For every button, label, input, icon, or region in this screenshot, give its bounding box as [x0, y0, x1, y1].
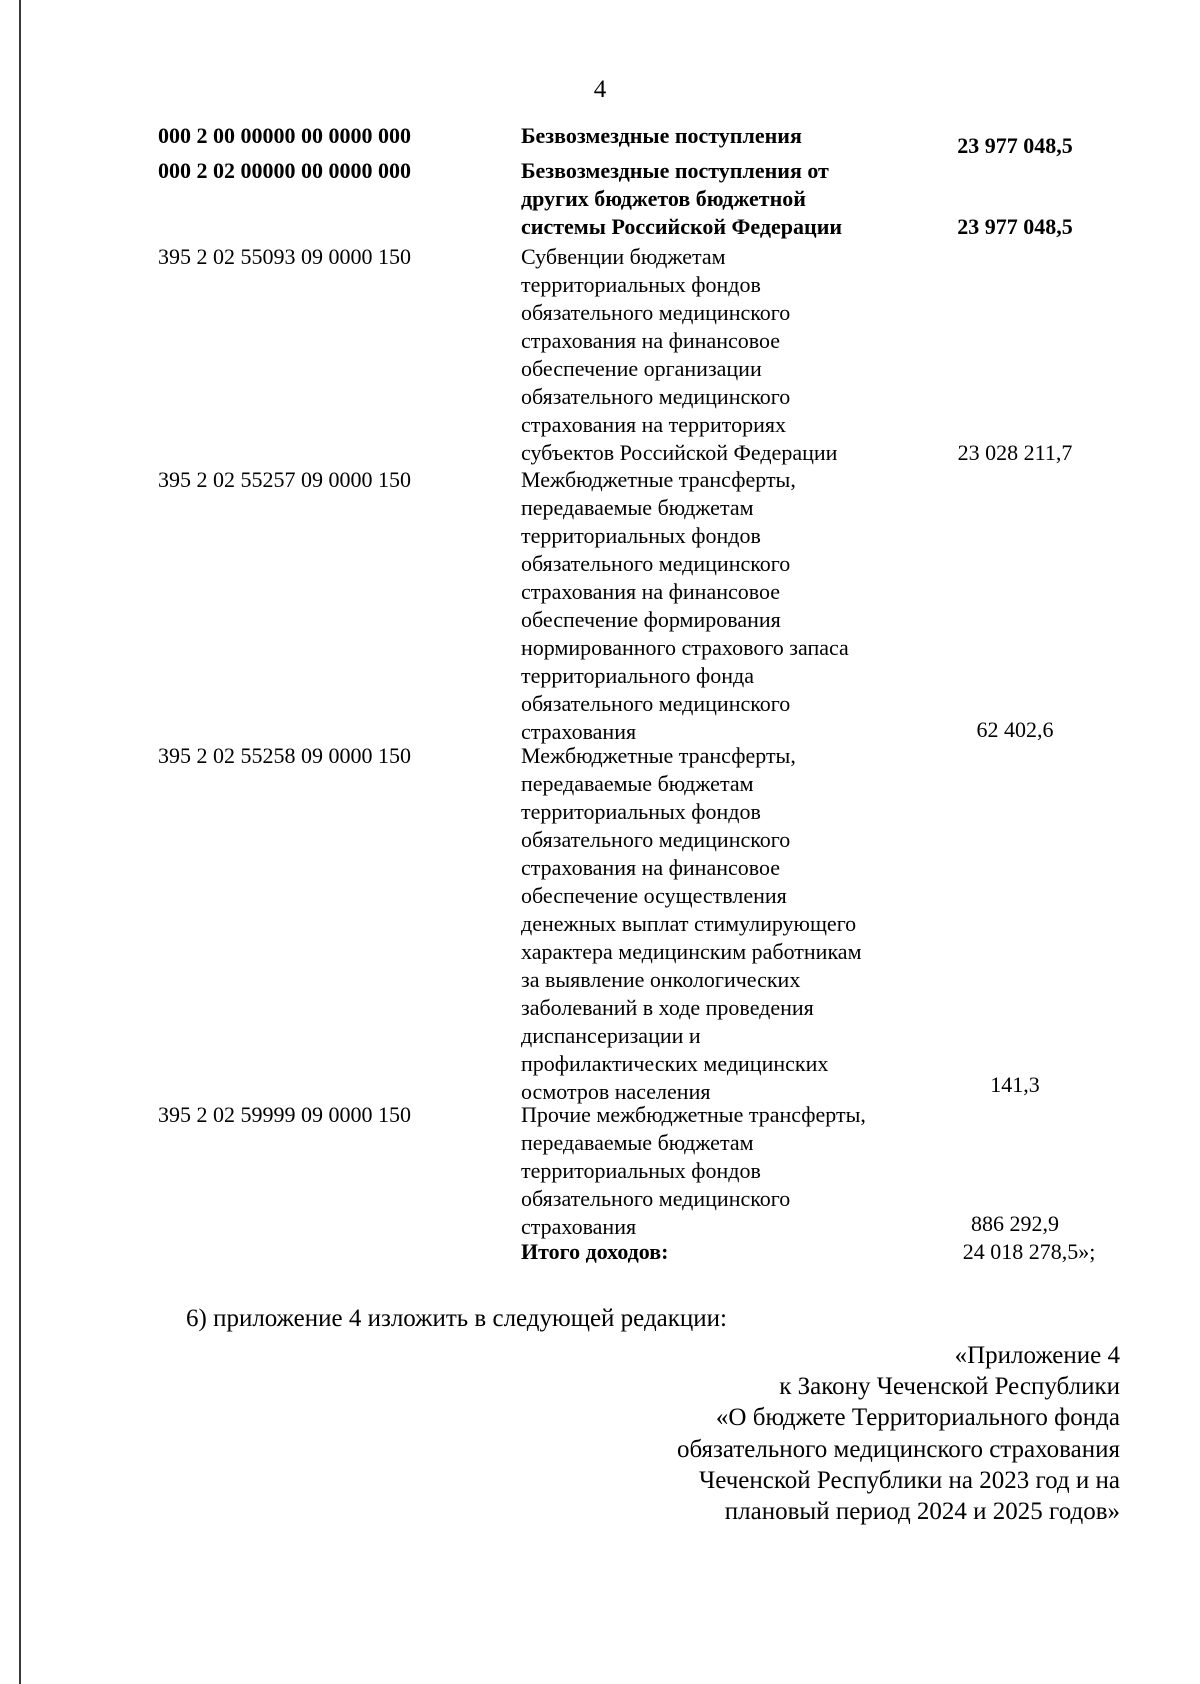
appendix-heading: [560, 1340, 1120, 1527]
budget-code: 395 2 02 55257 09 0000 150: [158, 467, 411, 492]
appendix-heading-line: плановый период 2024 и 2025 годов»: [724, 1498, 1120, 1526]
amendment-instruction: 6) приложение 4 изложить в следующей редакции:: [186, 1305, 727, 1332]
revenue-amount: 141,3: [990, 1072, 1040, 1097]
budget-code: 395 2 02 59999 09 0000 150: [158, 1102, 411, 1127]
appendix-heading-line: «О бюджете Территориального фонда: [715, 1404, 1120, 1432]
total-amount: 24 018 278,5»;: [962, 1239, 1096, 1264]
revenue-amount: 23 028 211,7: [957, 440, 1073, 465]
page-number: 4: [593, 76, 607, 103]
scan-edge-line: [19, 0, 21, 1684]
revenue-amount: 62 402,6: [976, 717, 1054, 742]
revenue-amount: 23 977 048,5: [957, 133, 1073, 158]
total-label: Итого доходов:: [521, 1239, 669, 1264]
budget-code: 395 2 02 55093 09 0000 150: [158, 244, 411, 269]
appendix-heading-line: «Приложение 4: [954, 1342, 1120, 1369]
revenue-description: Безвозмездные поступления: [521, 123, 802, 148]
revenue-description: Межбюджетные трансферты, передаваемые бюджетам территориальных фондов обязательного медицинского страхования на финансовое обеспечение формирования нормированного страхового запаса территориального фонда обязательного медицинского страхования: [521, 467, 849, 744]
revenue-amount: 886 292,9: [971, 1211, 1059, 1236]
appendix-heading-line: Чеченской Республики на 2023 год и на: [699, 1466, 1120, 1494]
appendix-heading-line: обязательного медицинского страхования: [676, 1435, 1120, 1463]
revenue-amount: 23 977 048,5: [957, 214, 1073, 239]
revenue-description: Безвозмездные поступления от других бюджетов бюджетной системы Российской Федерации: [521, 158, 843, 239]
appendix-heading-line: к Закону Чеченской Республики: [779, 1373, 1120, 1401]
revenue-description: Прочие межбюджетные трансферты, передаваемые бюджетам территориальных фондов обязательного медицинского страхования: [521, 1102, 866, 1239]
budget-code: 000 2 02 00000 00 0000 000: [158, 158, 411, 183]
revenue-description: Межбюджетные трансферты, передаваемые бюджетам территориальных фондов обязательного медицинского страхования на финансовое обеспечение осуществления денежных выплат стимулирующего характера медицинским работникам за выявление онкологических заболеваний в ходе проведения диспансеризации и профилактических медицинских осмотров населения: [521, 743, 862, 1104]
budget-code: 000 2 00 00000 00 0000 000: [158, 123, 411, 148]
revenue-description: Субвенции бюджетам территориальных фондов обязательного медицинского страхования на финансовое обеспечение организации обязательного медицинского страхования на территориях субъектов Российской Федерации: [521, 244, 838, 465]
budget-code: 395 2 02 55258 09 0000 150: [158, 743, 411, 768]
